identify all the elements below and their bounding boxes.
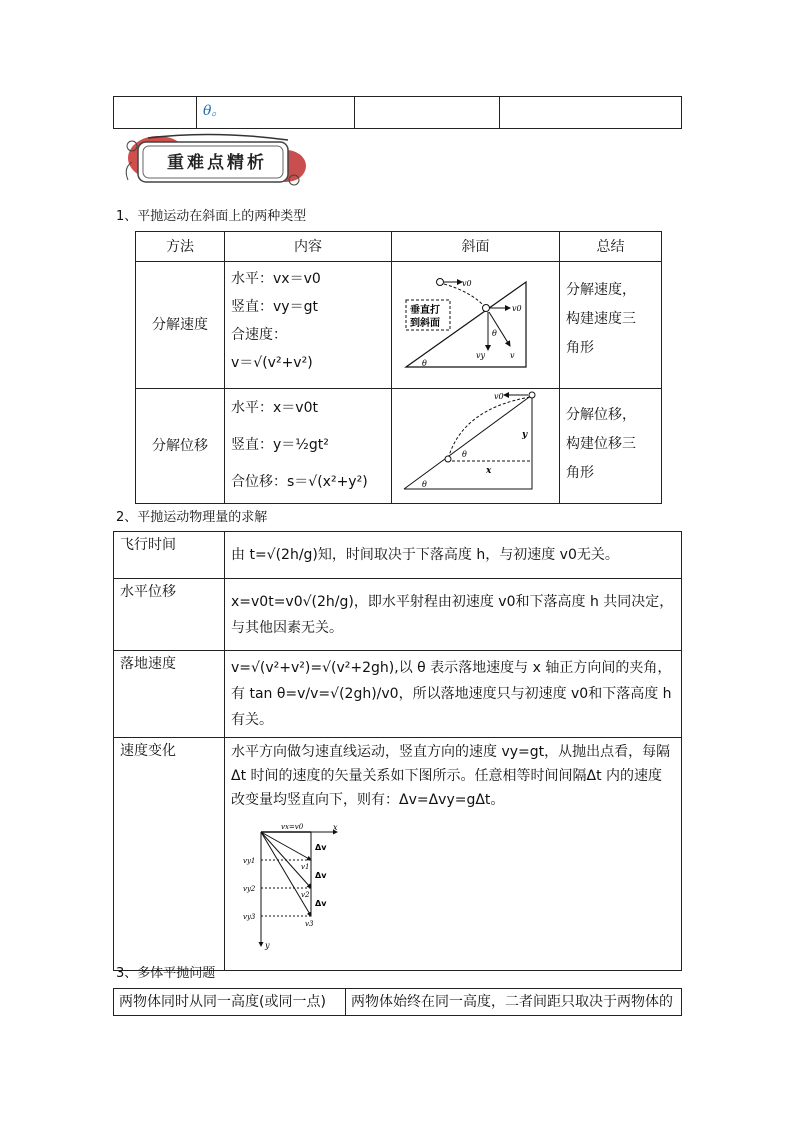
top-cell-3 xyxy=(355,97,500,129)
content-velocity xyxy=(225,262,392,389)
diagram-box-label: 到斜面 xyxy=(410,318,440,329)
vector-label: v1 xyxy=(301,863,310,871)
slope-displacement-diagram xyxy=(392,389,560,504)
diagram-label: y xyxy=(522,430,528,440)
row-text: x=v0t=v0√(2h/g)，即水平射程由初速度 v0和下落高度 h 共同决定，与其他因素无关。 xyxy=(225,579,682,651)
header-method: 方法 xyxy=(136,232,225,262)
diagram-label: vy xyxy=(476,351,486,360)
row-text: v=√(v²+v²)=√(v²+2gh),以 θ 表示落地速度与 x 轴正方向间的夹角，有 tan θ=v/v=√(2gh)/v0，所以落地速度只与初速度 v0和下落高度 h 有关。 xyxy=(225,651,682,738)
vector-diagram-icon xyxy=(241,822,361,952)
method-displacement: 分解位移 xyxy=(136,389,225,504)
vector-label: Δv xyxy=(315,899,327,908)
diagram-box-label: 垂直打 xyxy=(410,305,440,316)
banner-title: 重难点精析 xyxy=(167,153,267,173)
row-label: 水平位移 xyxy=(114,579,225,651)
row-text: 水平方向做匀速直线运动，竖直方向的速度 vy=gt，从抛出点看，每隔Δt 时间的速度的矢量关系如下图所示。任意相等时间间隔Δt 内的速度改变量均竖直向下，则有：Δv=Δvy=gΔt。 xyxy=(231,744,671,808)
header-content: 内容 xyxy=(225,232,392,262)
method-velocity: 分解速度 xyxy=(136,262,225,389)
summary-line: 分解位移， xyxy=(566,407,636,423)
vector-label: y xyxy=(265,941,270,950)
diagram-label: θ xyxy=(492,329,497,338)
diagram-label: x xyxy=(486,466,492,476)
diagram-label: θ xyxy=(422,359,427,368)
section1-table xyxy=(135,231,662,504)
summary-line: 分解速度， xyxy=(566,282,636,298)
diagram-label: v xyxy=(510,351,515,360)
top-cell-4 xyxy=(500,97,682,129)
incline-velocity-icon xyxy=(392,262,558,387)
diagram-label: v0 xyxy=(494,392,504,401)
row-text: 由 t=√(2h/g)知，时间取决于下落高度 h，与初速度 v0无关。 xyxy=(225,532,682,579)
diagram-label: v0 xyxy=(512,304,522,313)
vector-label: v2 xyxy=(301,891,310,899)
diagram-label: θ xyxy=(422,480,427,489)
section2-table xyxy=(113,531,682,971)
content-line: 竖直：y＝½gt² xyxy=(231,437,329,453)
vector-label: Δv xyxy=(315,843,327,852)
top-table xyxy=(113,96,682,129)
incline-displacement-icon xyxy=(392,389,558,502)
summary-line: 构建位移三 xyxy=(566,436,636,452)
vector-label: vx=v0 xyxy=(281,823,304,831)
row-label: 落地速度 xyxy=(114,651,225,738)
row-label: 飞行时间 xyxy=(114,532,225,579)
section3-heading: 3、多体平抛问题 xyxy=(116,966,216,981)
section-banner xyxy=(118,128,308,192)
section3-table xyxy=(113,988,682,1016)
velocity-change-cell xyxy=(225,738,682,971)
vector-label: vy3 xyxy=(243,913,256,921)
content-line: 水平：vx＝v0 xyxy=(231,271,321,287)
header-summary: 总结 xyxy=(560,232,662,262)
content-line: v＝√(v²+v²) xyxy=(231,355,313,371)
vector-label: v3 xyxy=(305,920,314,928)
vector-label: vy2 xyxy=(243,885,256,893)
diagram-label: v0 xyxy=(462,279,472,288)
top-cell-2 xyxy=(197,97,355,129)
vector-label: x xyxy=(333,823,338,832)
slope-velocity-diagram xyxy=(392,262,560,389)
vector-label: Δv xyxy=(315,871,327,880)
diagram-label: θ xyxy=(462,450,467,459)
summary-line: 角形 xyxy=(566,465,594,481)
vector-label: vy1 xyxy=(243,857,256,865)
section2-heading: 2、平抛运动物理量的求解 xyxy=(116,510,268,525)
header-slope: 斜面 xyxy=(392,232,560,262)
summary-displacement xyxy=(560,389,662,504)
content-line: 合速度： xyxy=(231,327,287,343)
multi-body-right: 两物体始终在同一高度，二者间距只取决于两物体的 xyxy=(346,989,682,1016)
content-displacement xyxy=(225,389,392,504)
content-line: 水平：x＝v0t xyxy=(231,400,318,416)
summary-line: 角形 xyxy=(566,340,594,356)
top-cell-1 xyxy=(114,97,197,129)
content-line: 竖直：vy＝gt xyxy=(231,299,318,315)
multi-body-left: 两物体同时从同一高度(或同一点) xyxy=(114,989,346,1016)
content-line: 合位移：s＝√(x²+y²) xyxy=(231,474,368,490)
summary-velocity xyxy=(560,262,662,389)
summary-line: 构建速度三 xyxy=(566,311,636,327)
section1-heading: 1、平抛运动在斜面上的两种类型 xyxy=(116,209,307,224)
row-label: 速度变化 xyxy=(114,738,225,971)
theta-text: θ。 xyxy=(203,103,226,119)
